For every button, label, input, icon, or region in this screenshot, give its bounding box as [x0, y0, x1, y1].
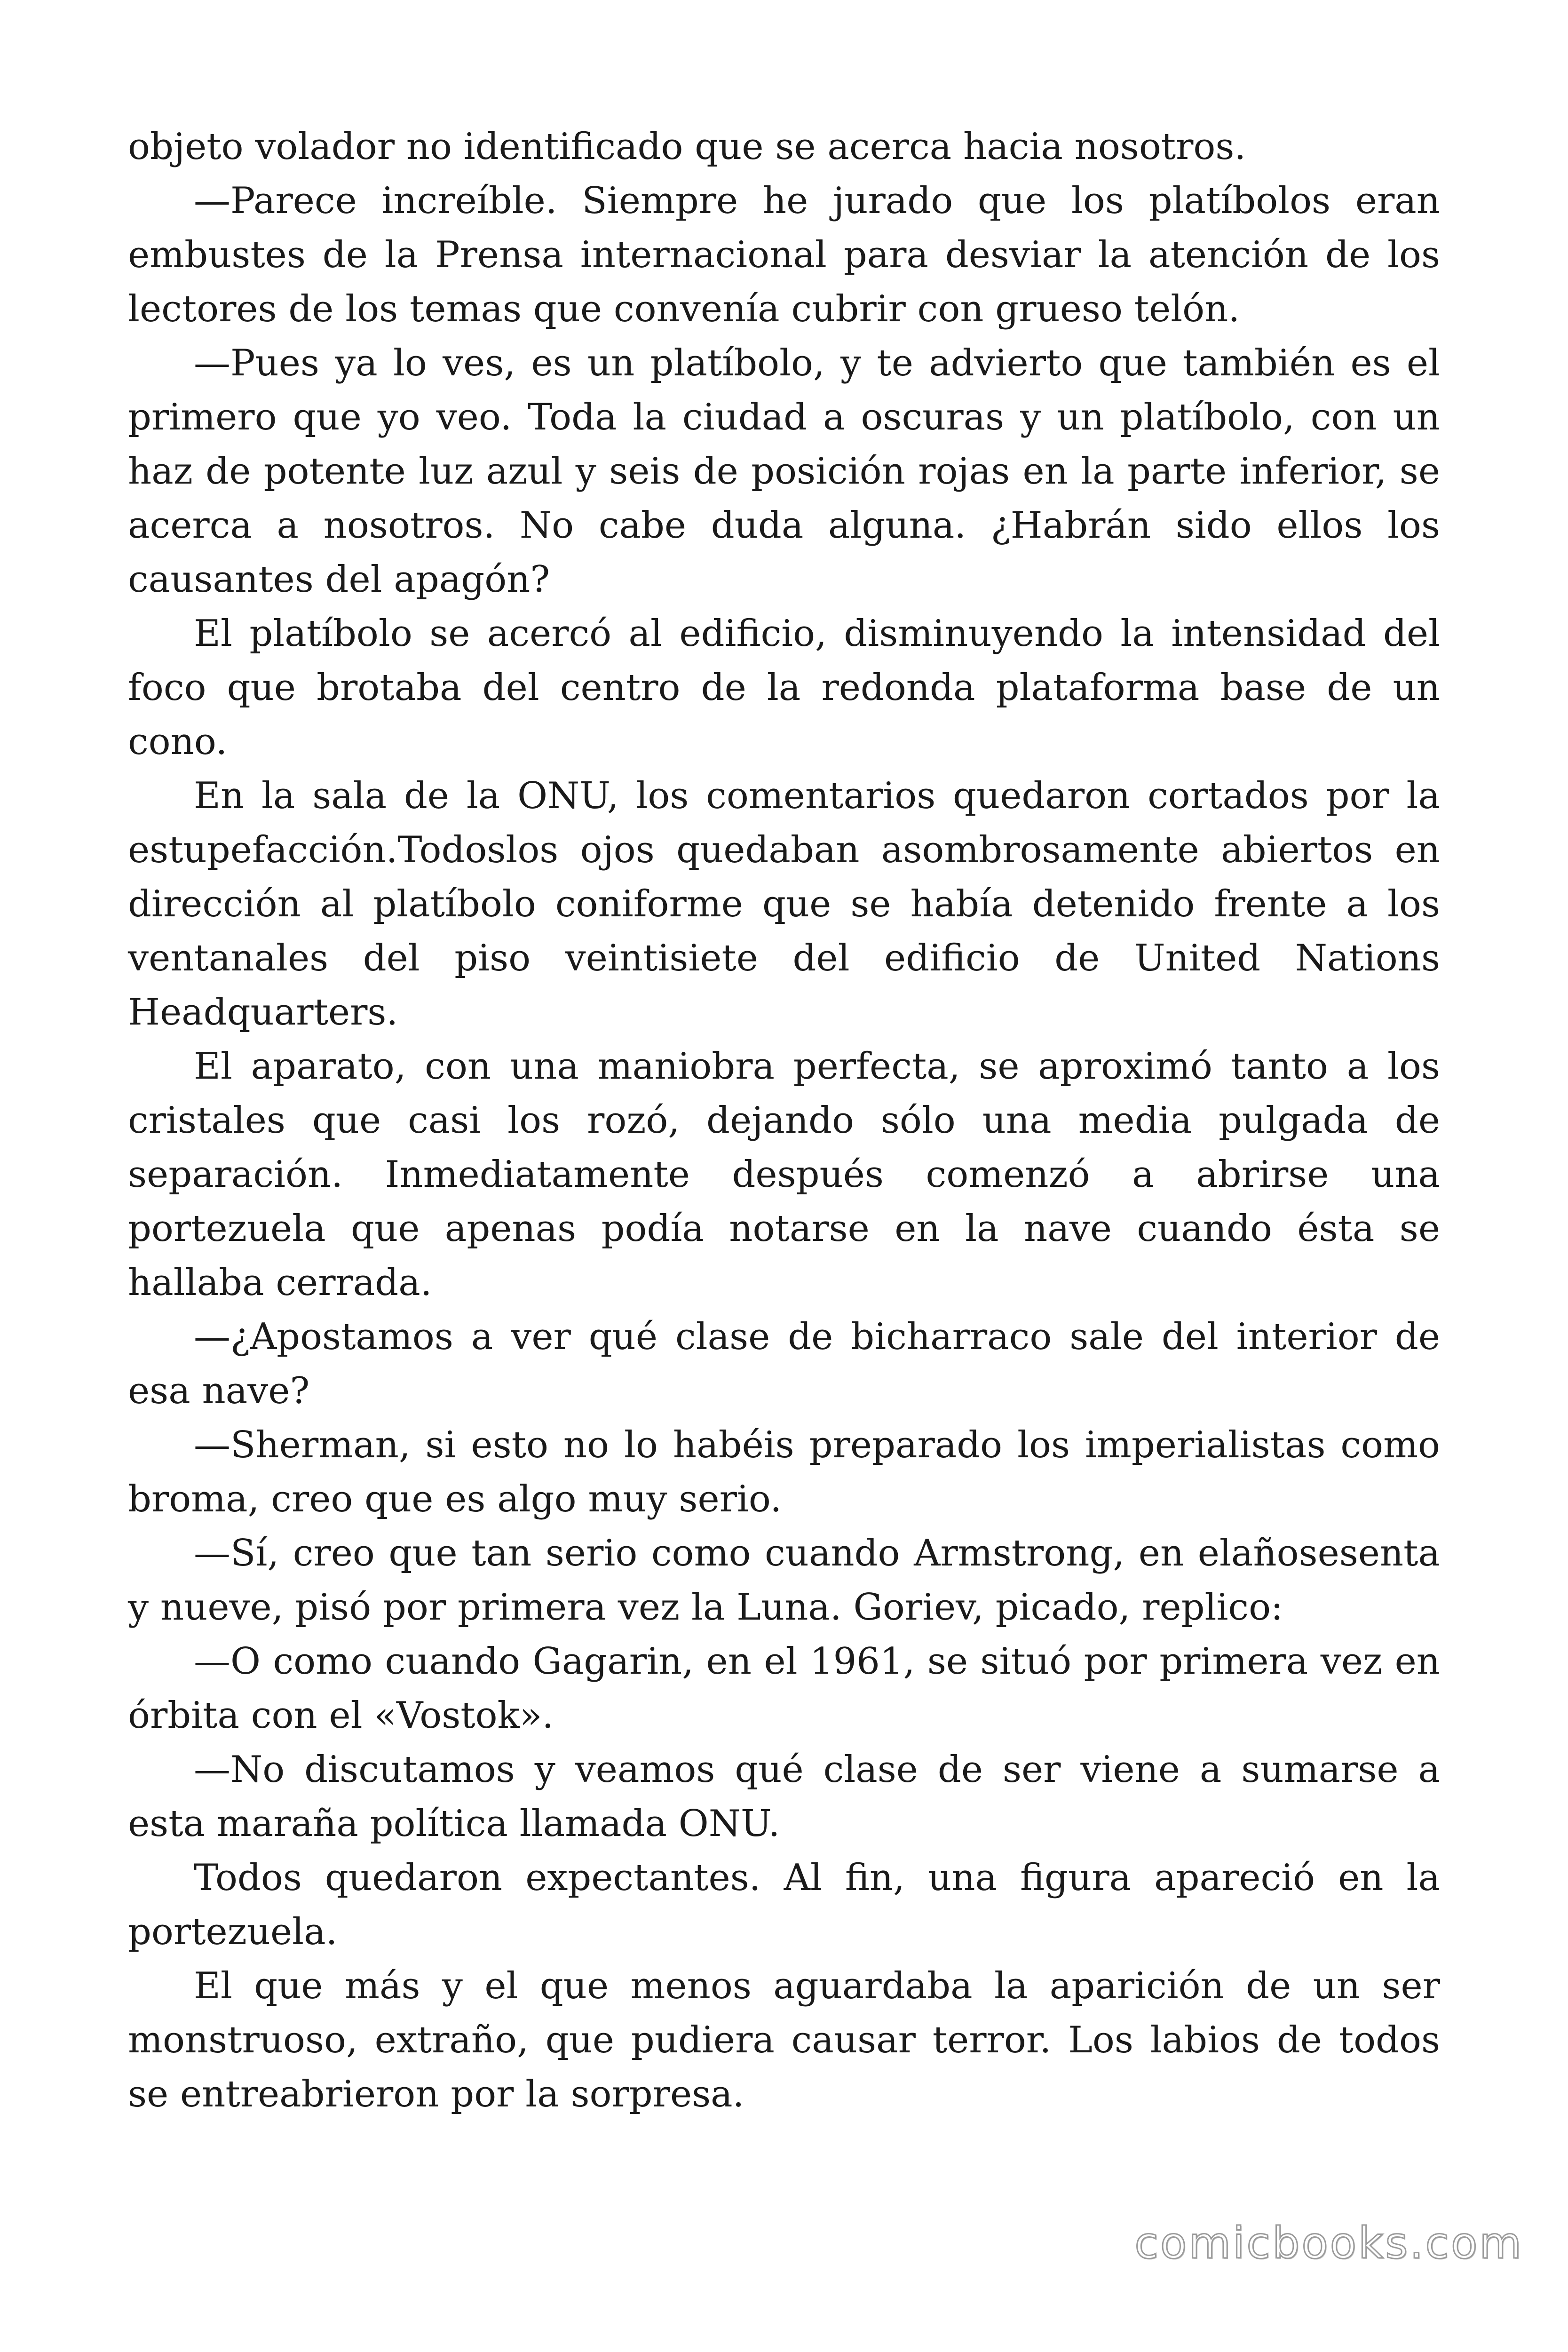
- paragraph: El que más y el que menos aguardaba la aparición de un ser monstruoso, extraño, que pudiera causar terror. Los labios de todos se entreabrieron por la sorpresa.: [128, 1965, 1440, 2115]
- paragraph: —¿Apostamos a ver qué clase de bicharraco sale del interior de esa nave?: [128, 1316, 1440, 1412]
- paragraph: —Sherman, si esto no lo habéis preparado los imperialistas como broma, creo que es algo muy serio.: [128, 1424, 1440, 1520]
- watermark: comicbooks.com: [1134, 2218, 1523, 2268]
- paragraph: —Sí, creo que tan serio como cuando Armstrong, en elañosesenta y nueve, pisó por primera vez la Luna. Goriev, picado, replico:: [128, 1532, 1440, 1629]
- paragraph: —Pues ya lo ves, es un platíbolo, y te advierto que también es el primero que yo veo. Toda la ciudad a oscuras y un platíbolo, con un haz de potente luz azul y seis de posición rojas en la parte inferior, se acerca a nosotros. No cabe duda alguna. ¿Habrán sido ellos los causantes del apagón?: [128, 342, 1440, 601]
- paragraph: —Parece increíble. Siempre he jurado que los platíbolos eran embustes de la Prensa internacional para desviar la atención de los lectores de los temas que convenía cubrir con grueso telón.: [128, 180, 1440, 330]
- paragraph: Todos quedaron expectantes. Al fin, una figura apareció en la portezuela.: [128, 1857, 1440, 1953]
- paragraph: objeto volador no identificado que se acerca hacia nosotros.: [128, 126, 1246, 168]
- paragraph: El platíbolo se acercó al edificio, disminuyendo la intensidad del foco que brotaba del centro de la redonda plataforma base de un cono.: [128, 612, 1440, 763]
- paragraph: —No discutamos y veamos qué clase de ser viene a sumarse a esta maraña política llamada ONU.: [128, 1748, 1440, 1845]
- paragraph: El aparato, con una maniobra perfecta, se aproximó tanto a los cristales que casi los rozó, dejando sólo una media pulgada de separación. Inmediatamente después comenzó a abrirse una portezuela que apenas podía notarse en la nave cuando ésta se hallaba cerrada.: [128, 1045, 1440, 1304]
- paragraph: En la sala de la ONU, los comentarios quedaron cortados por la estupefacción.Todoslos ojos quedaban asombrosamente abiertos en dirección al platíbolo coniforme que se había detenido frente a los ventanales del piso veintisiete del edificio de United Nations Headquarters.: [128, 775, 1440, 1033]
- body-text: [128, 120, 1440, 2122]
- paragraph: —O como cuando Gagarin, en el 1961, se situó por primera vez en órbita con el «Vostok».: [128, 1640, 1440, 1737]
